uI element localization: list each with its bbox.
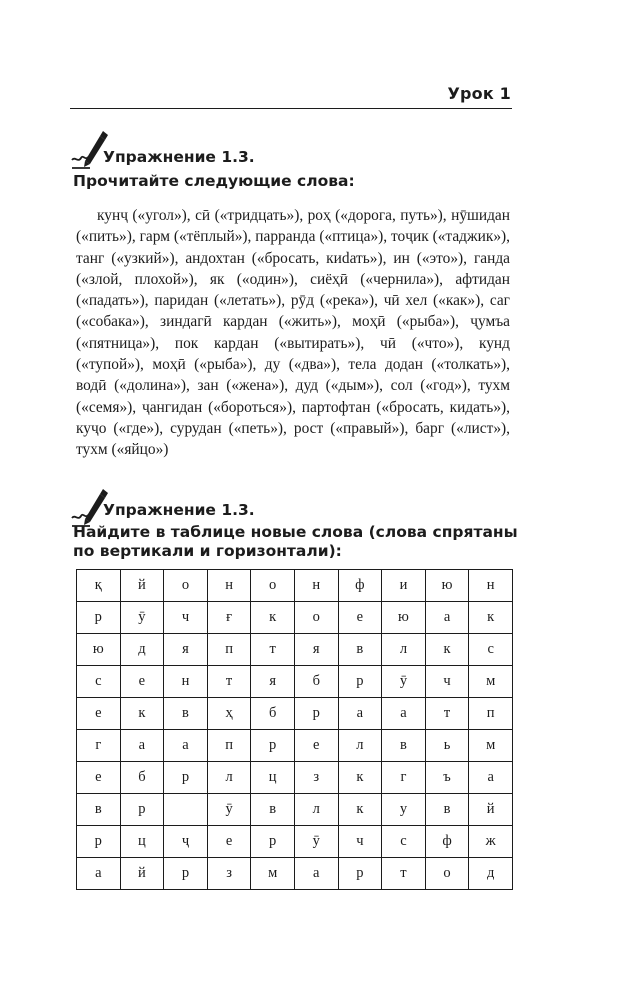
grid-cell: м <box>251 858 295 890</box>
grid-cell: е <box>120 666 164 698</box>
grid-cell: т <box>425 698 469 730</box>
grid-cell: ч <box>338 826 382 858</box>
grid-cell: р <box>120 794 164 826</box>
grid-cell: в <box>338 634 382 666</box>
word-search-grid <box>76 569 513 890</box>
grid-cell: е <box>294 730 338 762</box>
grid-cell: й <box>120 570 164 602</box>
grid-cell: м <box>469 730 513 762</box>
lesson-title: Урок 1 <box>447 84 511 103</box>
grid-cell: у <box>382 794 426 826</box>
grid-cell: ъ <box>425 762 469 794</box>
grid-cell: р <box>338 666 382 698</box>
grid-cell: ь <box>425 730 469 762</box>
grid-cell: н <box>207 570 251 602</box>
grid-cell: ҷ <box>164 826 208 858</box>
grid-cell: р <box>77 826 121 858</box>
grid-row <box>77 666 513 698</box>
grid-cell: ж <box>469 826 513 858</box>
grid-cell: р <box>338 858 382 890</box>
grid-cell: й <box>469 794 513 826</box>
grid-cell <box>164 794 208 826</box>
grid-cell: о <box>294 602 338 634</box>
grid-cell: с <box>382 826 426 858</box>
grid-cell: к <box>120 698 164 730</box>
grid-cell: г <box>382 762 426 794</box>
grid-cell: н <box>294 570 338 602</box>
grid-cell: и <box>382 570 426 602</box>
grid-cell: д <box>469 858 513 890</box>
grid-cell: а <box>120 730 164 762</box>
grid-cell: к <box>338 762 382 794</box>
grid-cell: д <box>120 634 164 666</box>
grid-cell: ц <box>251 762 295 794</box>
grid-cell: а <box>469 762 513 794</box>
grid-row <box>77 858 513 890</box>
grid-cell: б <box>294 666 338 698</box>
grid-cell: г <box>77 730 121 762</box>
grid-cell: т <box>207 666 251 698</box>
grid-cell: я <box>251 666 295 698</box>
grid-row <box>77 794 513 826</box>
exercise-2-title: Упражнение 1.3. <box>103 501 255 519</box>
grid-row <box>77 826 513 858</box>
instruction-line: Найдите в таблице новые слова (слова спрятаны <box>73 523 518 541</box>
grid-cell: п <box>207 634 251 666</box>
exercise-2-instruction <box>73 523 518 561</box>
grid-cell: р <box>251 730 295 762</box>
grid-cell: л <box>207 762 251 794</box>
grid-cell: а <box>382 698 426 730</box>
grid-cell: р <box>77 602 121 634</box>
grid-cell: с <box>77 666 121 698</box>
grid-cell: ӯ <box>207 794 251 826</box>
grid-cell: т <box>382 858 426 890</box>
exercise-1-title: Упражнение 1.3. <box>103 148 255 166</box>
grid-row <box>77 762 513 794</box>
grid-cell: с <box>469 634 513 666</box>
grid-cell: п <box>207 730 251 762</box>
grid-cell: к <box>425 634 469 666</box>
grid-cell: е <box>77 698 121 730</box>
grid-cell: й <box>120 858 164 890</box>
grid-cell: п <box>469 698 513 730</box>
grid-cell: р <box>251 826 295 858</box>
grid-cell: в <box>382 730 426 762</box>
grid-cell: ҳ <box>207 698 251 730</box>
grid-cell: ч <box>164 602 208 634</box>
grid-cell: о <box>164 570 208 602</box>
grid-cell: ӯ <box>120 602 164 634</box>
grid-cell: а <box>164 730 208 762</box>
grid-cell: з <box>207 858 251 890</box>
grid-cell: в <box>77 794 121 826</box>
grid-cell: б <box>120 762 164 794</box>
grid-cell: е <box>77 762 121 794</box>
grid-cell: я <box>294 634 338 666</box>
grid-cell: ю <box>425 570 469 602</box>
grid-cell: б <box>251 698 295 730</box>
grid-cell: а <box>77 858 121 890</box>
grid-row <box>77 634 513 666</box>
grid-cell: ю <box>77 634 121 666</box>
grid-cell: в <box>164 698 208 730</box>
grid-cell: ф <box>338 570 382 602</box>
grid-cell: а <box>425 602 469 634</box>
grid-row <box>77 730 513 762</box>
grid-row <box>77 698 513 730</box>
grid-cell: ю <box>382 602 426 634</box>
grid-cell: р <box>164 858 208 890</box>
header-rule <box>70 108 512 109</box>
grid-cell: е <box>207 826 251 858</box>
grid-cell: р <box>164 762 208 794</box>
grid-cell: я <box>164 634 208 666</box>
vocabulary-list: кунҷ («угол»), сӣ («тридцать»), роҳ («дорога, путь»), нӯшидан («пить»), гарм («тёплый»), парранда («птица»), тоҷик («таджик»), танг («узкий»), андохтан («бросать, киdать»), ин («это»), ганда («злой, плохой»), як («один»), сиёҳӣ («чернила»), афтидан («падать»), паридан («летать»), рӯд («река»), чӣ хел («как»), саг («собака»), зиндагӣ кардан («жить»), моҳӣ («рыба»), ҷумъа («пятница»), пок кардан («вытирать»), чӣ («что»), кунд («тупой»), моҳӣ («рыба»), ду («два»), тела додан («толкать»), водӣ («долина»), зан («жена»), дуд («дым»), сол («год»), тухм («семя»), ҷангидан («бороться»), партофтан («бросать, кидать»), куҷо («где»), сурудан («петь»), рост («правый»), барг («лист»), тухм («яйцо») <box>76 207 510 459</box>
grid-cell: қ <box>77 570 121 602</box>
grid-cell: н <box>469 570 513 602</box>
grid-cell: о <box>425 858 469 890</box>
grid-row <box>77 570 513 602</box>
grid-cell: ч <box>425 666 469 698</box>
grid-cell: а <box>294 858 338 890</box>
grid-cell: м <box>469 666 513 698</box>
grid-cell: к <box>469 602 513 634</box>
exercise-1-instruction: Прочитайте следующие слова: <box>73 172 355 190</box>
grid-cell: л <box>294 794 338 826</box>
instruction-line: по вертикали и горизонтали): <box>73 542 342 560</box>
grid-cell: в <box>425 794 469 826</box>
grid-cell: в <box>251 794 295 826</box>
grid-cell: р <box>294 698 338 730</box>
grid-cell: к <box>338 794 382 826</box>
grid-cell: л <box>382 634 426 666</box>
grid-cell: ӯ <box>294 826 338 858</box>
grid-cell: о <box>251 570 295 602</box>
grid-cell: ӯ <box>382 666 426 698</box>
grid-cell: н <box>164 666 208 698</box>
grid-row <box>77 602 513 634</box>
grid-cell: ф <box>425 826 469 858</box>
grid-cell: е <box>338 602 382 634</box>
grid-cell: з <box>294 762 338 794</box>
grid-cell: к <box>251 602 295 634</box>
grid-cell: ғ <box>207 602 251 634</box>
grid-cell: ц <box>120 826 164 858</box>
grid-cell: а <box>338 698 382 730</box>
grid-cell: т <box>251 634 295 666</box>
grid-cell: л <box>338 730 382 762</box>
